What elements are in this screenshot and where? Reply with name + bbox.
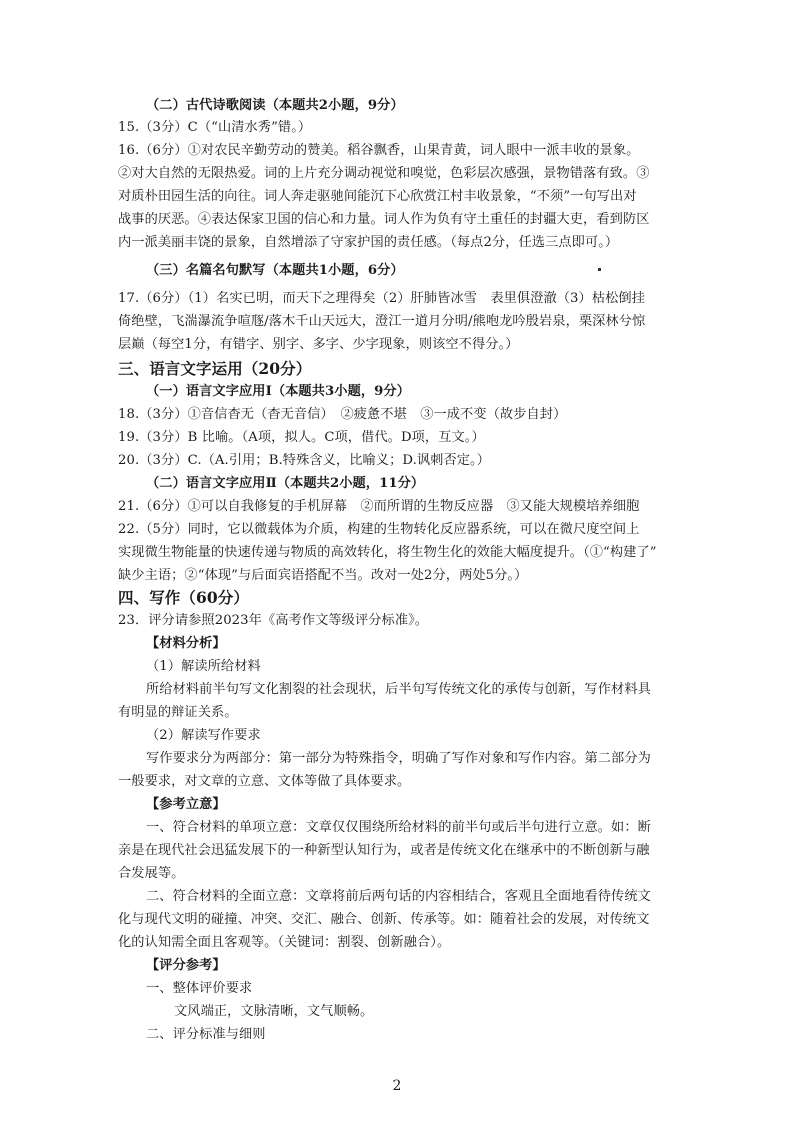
answer-q16-line4: 战事的厌恶。④表达保家卫国的信心和力量。词人作为负有守土重任的封疆大吏，看到防区 [118,212,650,227]
reference-theme-1-line1: 一、符合材料的单项立意：文章仅仅围绕所给材料的前半句或后半句进行立意。如：断 [146,820,651,835]
answer-q18: 18.（3分）①音信杳无（杳无音信） ②疲惫不堪 ③一成不变（故步自封） [118,407,567,422]
answer-q16-line1: 16.（6分）①对农民辛勤劳动的赞美。稻谷飘香，山果青黄，词人眼中一派丰收的景象。 [118,143,640,158]
writing-requirements-line2: 一般要求，对文章的立意、文体等做了具体要求。 [118,774,411,789]
answer-q20: 20.（3分）C.（A.引用；B.特殊含义，比喻义；D.讽刺否定。） [118,453,490,468]
reference-theme-2-line3: 化的认知需全面且客观等。（关键词：割裂、创新融合）。 [118,935,451,950]
part-three-heading: 三、语言文字运用（20分） [118,359,312,378]
answer-q16-line5: 内一派美丽丰饶的景象，自然增添了守家护国的责任感。（每点2分，任选三点即可。） [118,235,619,250]
answer-q22-line2: 实现微生物能量的快速传递与物质的高效转化，将生物生化的效能大幅度提升。（①“构建了” [118,545,657,560]
scan-speck [598,268,601,271]
scoring-reference-heading: 【评分参考】 [146,958,226,973]
answer-q17-line1: 17.（6分）（1）名实已明，而天下之理得矣（2）肝肺皆冰雪 表里俱澄澈（3）枯松倒挂 [118,291,645,306]
scoring-criteria-heading: 二、评分标准与细则 [146,1027,266,1042]
answer-q19: 19.（3分）B 比喻。（A项，拟人。C项，借代。D项，互文。） [118,430,485,445]
answer-q22-line1: 22.（5分）同时，它以微载体为介质，构建的生物转化反应器系统，可以在微尺度空间上 [118,522,640,537]
overall-requirements-text: 文风端正，文脉清晰，文气顺畅。 [174,1004,374,1019]
section-heading-language-use-1: （一）语言文字应用Ⅰ（本题共3小题，9分） [146,384,410,399]
material-analysis-line1: 所给材料前半句写文化割裂的社会现状，后半句写传统文化的承传与创新，写作材料具 [146,682,651,697]
reference-theme-1-line3: 合发展等。 [118,866,185,881]
overall-requirements-heading: 一、整体评价要求 [146,981,253,996]
answer-q17-line3: 层巅（每空1分，有错字、别字、多字、少字现象，则该空不得分。） [118,337,519,352]
part-four-heading: 四、写作（60分） [118,588,249,607]
answer-q22-line3: 缺少主语；②“体现”与后面宾语搭配不当。改对一处2分，两处5分。） [118,568,528,583]
section-heading-language-use-2: （二）语言文字应用Ⅱ（本题共2小题，11分） [146,476,425,491]
writing-requirements-line1: 写作要求分为两部分：第一部分为特殊指令，明确了写作对象和写作内容。第二部分为 [146,751,651,766]
answer-q17-line2: 倚绝壁，飞湍瀑流争喧豗/落木千山天远大，澄江一道月分明/熊咆龙吟殷岩泉，栗深林兮惊 [118,314,646,329]
subheading-read-material: （1）解读所给材料 [146,659,261,674]
reference-theme-heading: 【参考立意】 [146,797,226,812]
answer-q16-line2: ②对大自然的无限热爱。词的上片充分调动视觉和嗅觉，色彩层次感强，景物错落有致。③ [118,166,650,181]
answer-q21: 21.（6分）①可以自我修复的手机屏幕 ②而所谓的生物反应器 ③又能大规模培养细胞 [118,499,640,514]
reference-theme-1-line2: 亲是在现代社会迅猛发展下的一种新型认知行为，或者是传统文化在继承中的不断创新与融 [118,843,650,858]
reference-theme-2-line2: 化与现代文明的碰撞、冲突、交汇、融合、创新、传承等。如：随着社会的发展，对传统文 [118,912,650,927]
material-analysis-line2: 有明显的辩证关系。 [118,705,238,720]
answer-q16-line3: 对质朴田园生活的向往。词人奔走驱驰间能沉下心欣赏江村丰收景象，“不须”一句写出对 [118,189,637,204]
reference-theme-2-line1: 二、符合材料的全面立意：文章将前后两句话的内容相结合，客观且全面地看待传统文 [146,889,651,904]
answer-q15: 15.（3分）C（“山清水秀”错。） [118,120,312,135]
subheading-writing-requirements: （2）解读写作要求 [146,728,261,743]
page-number: 2 [392,1078,402,1094]
material-analysis-heading: 【材料分析】 [146,636,226,651]
section-heading-famous-quotes: （三）名篇名句默写（本题共1小题，6分） [146,263,404,278]
answer-q23-intro: 23．评分请参照2023年《高考作文等级评分标准》。 [118,613,429,628]
section-heading-ancient-poetry: （二）古代诗歌阅读（本题共2小题，9分） [146,98,404,113]
